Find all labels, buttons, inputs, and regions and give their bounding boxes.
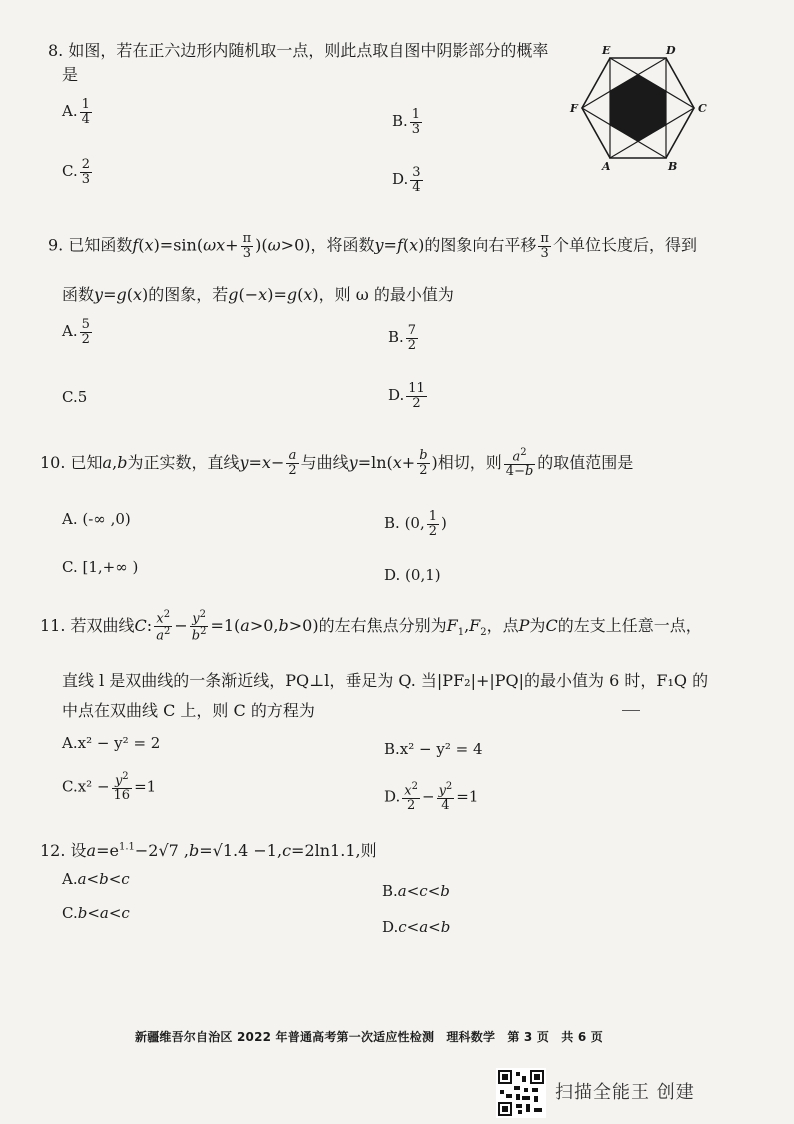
- q10-option-b: B. (0, $\frac{1}{2}$ ): [384, 509, 447, 539]
- q9-option-a: A. $\frac{5}{2}$: [62, 317, 90, 347]
- q12-option-a: A.a<b<c: [62, 870, 130, 888]
- hexagon-figure: [568, 44, 718, 172]
- q9-stem-line1: 9. 已知函数f(x)=sin(ωx+ $\frac{\pi}{3}$ )(ω>0)，将函数y=f(x)的图象向右平移 $\frac{\pi}{3}$ 个单位长度后，得到: [48, 231, 697, 261]
- q11-option-d: D. $\frac{x^2}{2}$ − $\frac{y^2}{4}$ =1: [384, 781, 479, 813]
- label-a: A: [602, 160, 611, 172]
- scanner-watermark: 扫描全能王 创建: [555, 1082, 695, 1103]
- q10-option-c: C. [1,+∞ ): [62, 558, 139, 576]
- label-b: B: [668, 160, 678, 172]
- q12-option-c: C.b<a<c: [62, 904, 130, 922]
- q11-stem-line3: 中点在双曲线 C 上，则 C 的方程为: [62, 701, 315, 720]
- q12-option-b: B.a<c<b: [382, 882, 450, 900]
- q12-option-d: D.c<a<b: [382, 918, 451, 936]
- q8-option-c: C. $\frac{2}{3}$: [62, 157, 90, 187]
- q8-stem-line2: 是: [62, 65, 79, 84]
- q8-option-d: D. $\frac{3}{4}$: [392, 165, 421, 195]
- q11-stem-line1: 11. 若双曲线C: $\frac{x^2}{a^2}$ − $\frac{y^2}{b^2}$ =1(a>0,b>0)的左右焦点分别为$F_1,F_2$，点P为C的左支上任意一点，: [40, 609, 702, 644]
- q11-stem-line2: 直线 l 是双曲线的一条渐近线，PQ⊥l，垂足为 Q. 当|PF₂|+|PQ|的最小值为 6 时，F₁Q 的: [62, 671, 709, 690]
- label-c: C: [698, 102, 707, 115]
- q8-option-a: A. $\frac{1}{4}$: [62, 97, 90, 127]
- q8-option-b: B. $\frac{1}{3}$: [392, 107, 421, 137]
- label-e: E: [602, 44, 611, 57]
- q9-option-d: D. $\frac{11}{2}$: [388, 381, 425, 411]
- q8-stem-line1: 8. 如图，若在正六边形内随机取一点，则此点取自图中阴影部分的概率: [48, 41, 549, 60]
- page-footer: 新疆维吾尔自治区 2022 年普通高考第一次适应性检测 理科数学 第 3 页 共 6 页: [135, 1030, 603, 1044]
- q9-option-c: C.5: [62, 388, 88, 406]
- q12-stem: 12. 设$a=e^{1.1}-2√7$ ,b=√1.4 −1,c=2ln1.1,则: [40, 841, 377, 860]
- q11-option-a: A.x² − y² = 2: [62, 734, 161, 752]
- q9-option-b: B. $\frac{7}{2}$: [388, 323, 417, 353]
- q10-stem: 10. 已知a,b为正实数，直线y=x− $\frac{a}{2}$ 与曲线y=ln(x+ $\frac{b}{2}$ )相切，则 $\frac{a^2}{4-b}$ 的取值范围是: [40, 447, 634, 479]
- qr-code-icon: [496, 1068, 546, 1118]
- shaded-hexagon: [610, 75, 666, 141]
- q9-stem-line2: 函数y=g(x)的图象，若g(−x)=g(x)，则 ω 的最小值为: [62, 285, 454, 304]
- label-d: D: [666, 44, 676, 57]
- label-f: F: [570, 102, 578, 115]
- q10-option-a: A. (-∞ ,0): [62, 510, 131, 528]
- q10-option-d: D. (0,1): [384, 566, 441, 584]
- stray-mark: [622, 710, 640, 711]
- q11-option-c: C.x² − $\frac{y^2}{16}$ =1: [62, 771, 157, 803]
- q11-option-b: B.x² − y² = 4: [384, 740, 483, 758]
